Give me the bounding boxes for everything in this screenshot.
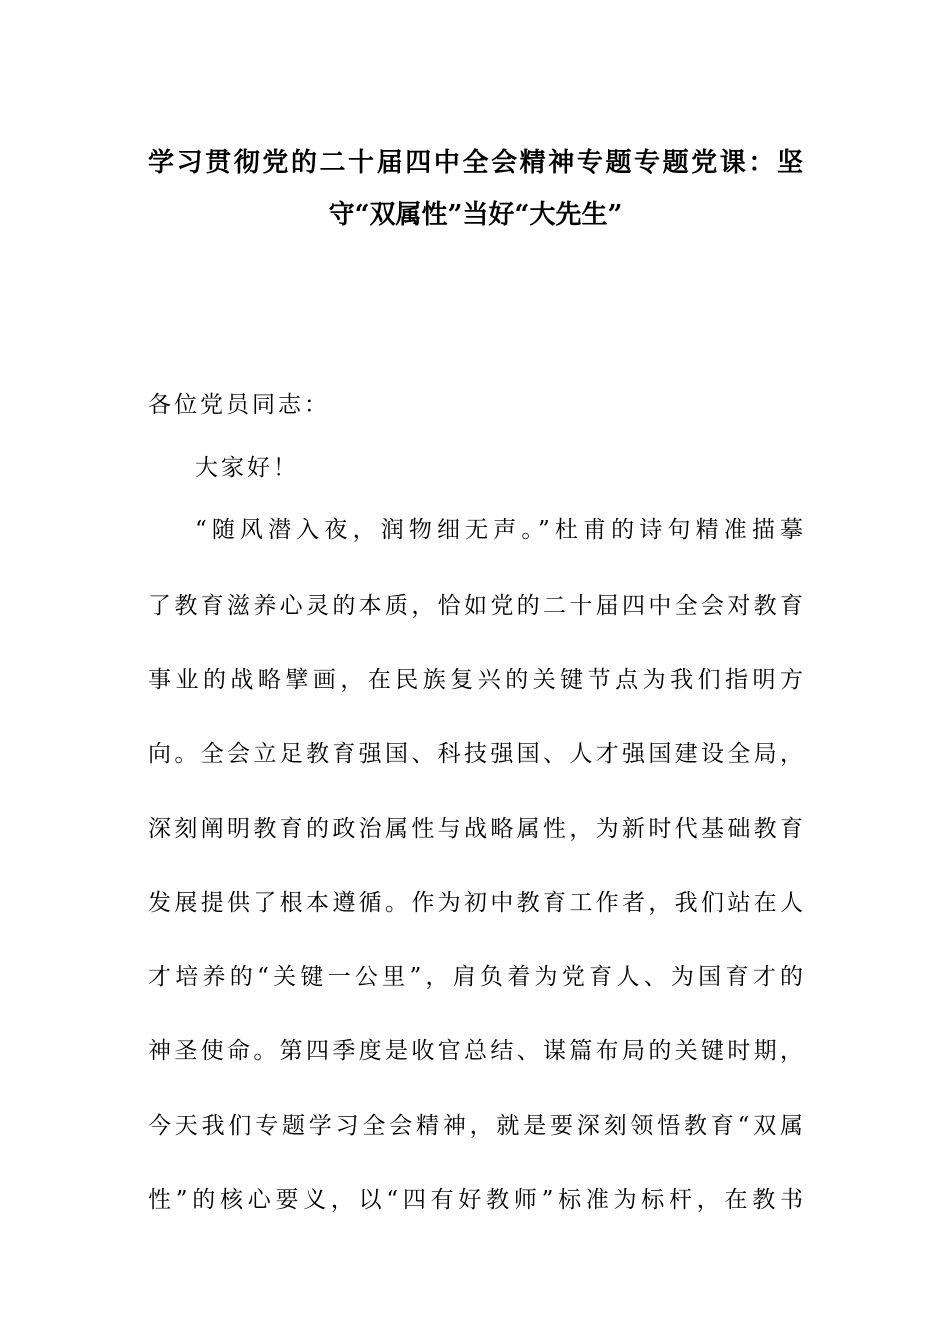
paragraph-line: 发展提供了根本遵循。作为初中教育工作者，我们站在人 [148, 890, 803, 916]
greeting: 大家好！ [195, 455, 299, 481]
paragraph-line: 向。全会立足教育强国、科技强国、人才强国建设全局， [148, 741, 803, 767]
paragraph-line: 神圣使命。第四季度是收官总结、谋篇布局的关键时期， [148, 1038, 803, 1064]
paragraph-line: 了教育滋养心灵的本质，恰如党的二十届四中全会对教育 [148, 593, 803, 619]
title-line-2: 守“双属性”当好“大先生” [328, 200, 623, 230]
paragraph-line: 才培养的“关键一公里”，肩负着为党育人、为国育才的 [148, 964, 803, 990]
paragraph-line: “随风潜入夜，润物细无声。”杜甫的诗句精准描摹 [195, 517, 803, 543]
title-line-1: 学习贯彻党的二十届四中全会精神专题专题党课：坚 [148, 148, 803, 178]
paragraph-line: 今天我们专题学习全会精神，就是要深刻领悟教育“双属 [148, 1113, 803, 1139]
salutation: 各位党员同志： [148, 392, 330, 418]
paragraph-line: 事业的战略擘画，在民族复兴的关键节点为我们指明方 [148, 667, 803, 693]
paragraph-line: 性”的核心要义，以“四有好教师”标准为标杆，在教书 [148, 1187, 803, 1213]
paragraph-line: 深刻阐明教育的政治属性与战略属性，为新时代基础教育 [148, 816, 803, 842]
